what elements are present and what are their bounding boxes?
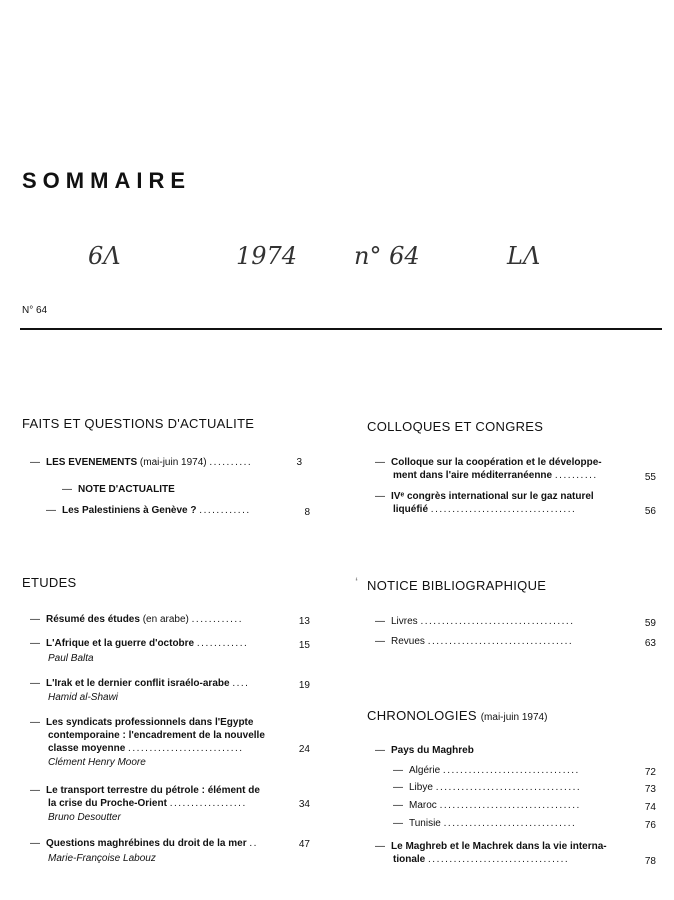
toc-entry-colloque: — Colloque sur la coopération et le développe- xyxy=(375,457,602,468)
toc-entry-droit-mer: — Questions maghrébines du droit de la mer .. xyxy=(30,838,258,849)
page-number: 19 xyxy=(298,680,310,691)
section-heading-colloques: COLLOQUES ET CONGRES xyxy=(367,419,544,434)
page-number: 13 xyxy=(298,616,310,627)
toc-entry-transport-line2: la crise du Proche-Orient .................. xyxy=(48,798,247,809)
horizontal-rule xyxy=(20,328,662,330)
page-number: 56 xyxy=(644,506,656,517)
toc-entry-congres-line2: liquéfié .................................. xyxy=(393,504,577,515)
scan-mark: ‘ xyxy=(355,574,359,590)
page-number: 72 xyxy=(644,767,656,778)
handwritten-annotation: 1974 xyxy=(236,242,298,270)
page-number: 55 xyxy=(644,472,656,483)
page-number: 34 xyxy=(298,799,310,810)
page-number: 3 xyxy=(296,457,302,468)
author-name: Hamid al-Shawi xyxy=(48,692,119,703)
toc-entry-irak: — L'Irak et le dernier conflit israélo-arabe .... xyxy=(30,678,250,689)
page-number: 78 xyxy=(644,856,656,867)
section-heading-chronologies: CHRONOLOGIES (mai-juin 1974) xyxy=(367,708,548,723)
page-number: 15 xyxy=(298,640,310,651)
page-number: 8 xyxy=(304,507,310,518)
handwritten-annotation: n° 64 xyxy=(354,242,420,270)
page-number: 76 xyxy=(644,820,656,831)
toc-entry-machrek: — Le Maghreb et le Machrek dans la vie interna- xyxy=(375,841,607,852)
toc-entry-maroc: — Maroc ................................. xyxy=(393,800,581,811)
toc-entry-syndicats-line3: classe moyenne ........................... xyxy=(48,743,244,754)
handwritten-annotation: LΛ xyxy=(507,242,541,270)
page-number: 59 xyxy=(644,618,656,629)
author-name: Marie-Françoise Labouz xyxy=(48,853,156,864)
toc-entry-livres: — Livres .................................... xyxy=(375,616,575,627)
section-heading-etudes: ETUDES xyxy=(22,575,77,590)
toc-entry-tunisie: — Tunisie ............................... xyxy=(393,818,577,829)
toc-entry-afrique: — L'Afrique et la guerre d'octobre ............ xyxy=(30,638,249,649)
author-name: Paul Balta xyxy=(48,653,94,664)
section-heading-notice: NOTICE BIBLIOGRAPHIQUE xyxy=(367,578,547,593)
page-number: 74 xyxy=(644,802,656,813)
toc-entry-syndicats-line2: contemporaine : l'encadrement de la nouvelle xyxy=(48,730,265,741)
toc-entry-evenements: — LES EVENEMENTS (mai-juin 1974) .......... xyxy=(30,457,253,468)
toc-entry-colloque-line2: ment dans l'aire méditerranéenne .......... xyxy=(393,470,598,481)
toc-entry-maghreb: — Pays du Maghreb xyxy=(375,745,474,756)
issue-number: N° 64 xyxy=(22,305,48,316)
author-name: Clément Henry Moore xyxy=(48,757,146,768)
toc-entry-resume: — Résumé des études (en arabe) ............ xyxy=(30,614,243,625)
handwritten-annotation: 6Λ xyxy=(88,242,121,270)
page-number: 47 xyxy=(298,839,310,850)
toc-entry-algerie: — Algérie ................................ xyxy=(393,765,580,776)
toc-entry-note-actualite: — NOTE D'ACTUALITE xyxy=(62,484,175,495)
page-number: 24 xyxy=(298,744,310,755)
toc-entry-libye: — Libye .................................. xyxy=(393,782,582,793)
page-title: SOMMAIRE xyxy=(22,168,191,193)
toc-entry-syndicats: — Les syndicats professionnels dans l'Egypte xyxy=(30,717,254,728)
section-heading-faits: FAITS ET QUESTIONS D'ACTUALITE xyxy=(22,416,255,431)
toc-entry-palestiniens: — Les Palestiniens à Genève ? ............ xyxy=(46,505,251,516)
toc-entry-machrek-line2: tionale ................................. xyxy=(393,854,570,865)
author-name: Bruno Desoutter xyxy=(48,812,121,823)
toc-entry-revues: — Revues .................................. xyxy=(375,636,574,647)
toc-entry-congres: — IVᵉ congrès international sur le gaz naturel xyxy=(375,491,594,502)
page-number: 73 xyxy=(644,784,656,795)
page-number: 63 xyxy=(644,638,656,649)
toc-entry-transport: — Le transport terrestre du pétrole : élément de xyxy=(30,785,260,796)
